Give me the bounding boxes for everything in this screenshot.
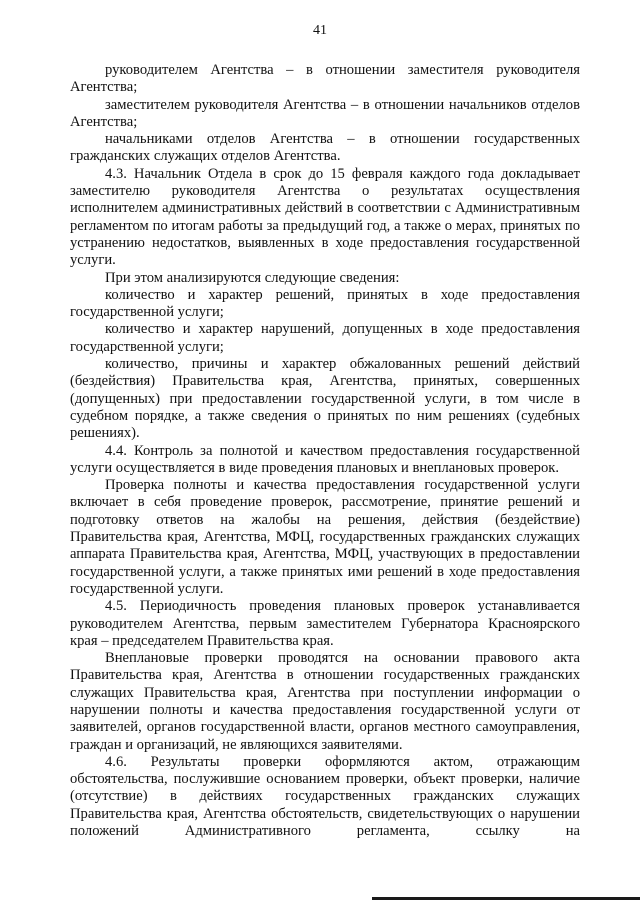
paragraph-3: начальниками отделов Агентства – в отношении государственных гражданских служащих отделов Агентства.	[70, 131, 580, 165]
paragraph-1: руководителем Агентства – в отношении заместителя руководителя Агентства;	[70, 62, 580, 96]
page-number: 41	[313, 23, 327, 38]
paragraph-decisions: количество и характер решений, принятых в ходе предоставления государственной услуги;	[70, 286, 580, 321]
paragraph-2: заместителем руководителя Агентства – в отношении начальников отделов Агентства;	[70, 96, 580, 130]
paragraph-4-6: 4.6. Результаты проверки оформляются актом, отражающим обстоятельства, послужившие основанием проверки, объект проверки, наличие (отсутствие) в действиях государственных гражданских служащих Правительства края, Агентства обстоятельств, свидетельствующих о нарушении положений Административного регламента, ссылку на	[70, 753, 580, 840]
paragraph-appeals: количество, причины и характер обжалованных решений действий (бездействия) Правительства края, Агентства, принятых, совершенных (допущенных) при предоставлении государственной услуги, в том числе в судебном порядке, а также сведения о принятых по ним решениях (судебных решениях).	[70, 356, 580, 442]
paragraph-violations: количество и характер нарушений, допущенных в ходе предоставления государственной услуги;	[70, 321, 580, 355]
paragraph-analysis-intro: При этом анализируются следующие сведения:	[105, 269, 400, 286]
paragraph-4-3: 4.3. Начальник Отдела в срок до 15 февраля каждого года докладывает заместителю руководителя Агентства о результатах осуществления исполнителем административных действий в соответствии с Административным регламентом по итогам работы за предыдущий год, а также о мерах, принятых по устранению недостатков, выявленных в ходе предоставления государственной услуги.	[70, 165, 580, 269]
document-body	[70, 62, 580, 840]
paragraph-inspection-scope: Проверка полноты и качества предоставления государственной услуги включает в себя проведение проверок, рассмотрение, принятие решений и подготовку ответов на жалобы на решения, действия (бездействие) Правительства края, Агентства, МФЦ, государственных гражданских служащих аппарата Правительства края, Агентства, МФЦ, участвующих в предоставлении государственной услуги, а также принятых ими решений в ходе предоставления государственной услуги.	[70, 477, 580, 597]
paragraph-4-4: 4.4. Контроль за полнотой и качеством предоставления государственной услуги осуществляется в виде проведения плановых и внеплановых проверок.	[70, 442, 580, 476]
paragraph-unscheduled: Внеплановые проверки проводятся на основании правового акта Правительства края, Агентства в отношении государственных гражданских служащих Правительства края, Агентства при поступлении информации о нарушении полноты и качества предоставления государственной услуги от заявителей, органов государственной власти, органов местного самоуправления, граждан и организаций, не являющихся заявителями.	[70, 650, 580, 753]
paragraph-4-5: 4.5. Периодичность проведения плановых проверок устанавливается руководителем Агентства, первым заместителем Губернатора Красноярского края – председателем Правительства края.	[70, 598, 580, 649]
